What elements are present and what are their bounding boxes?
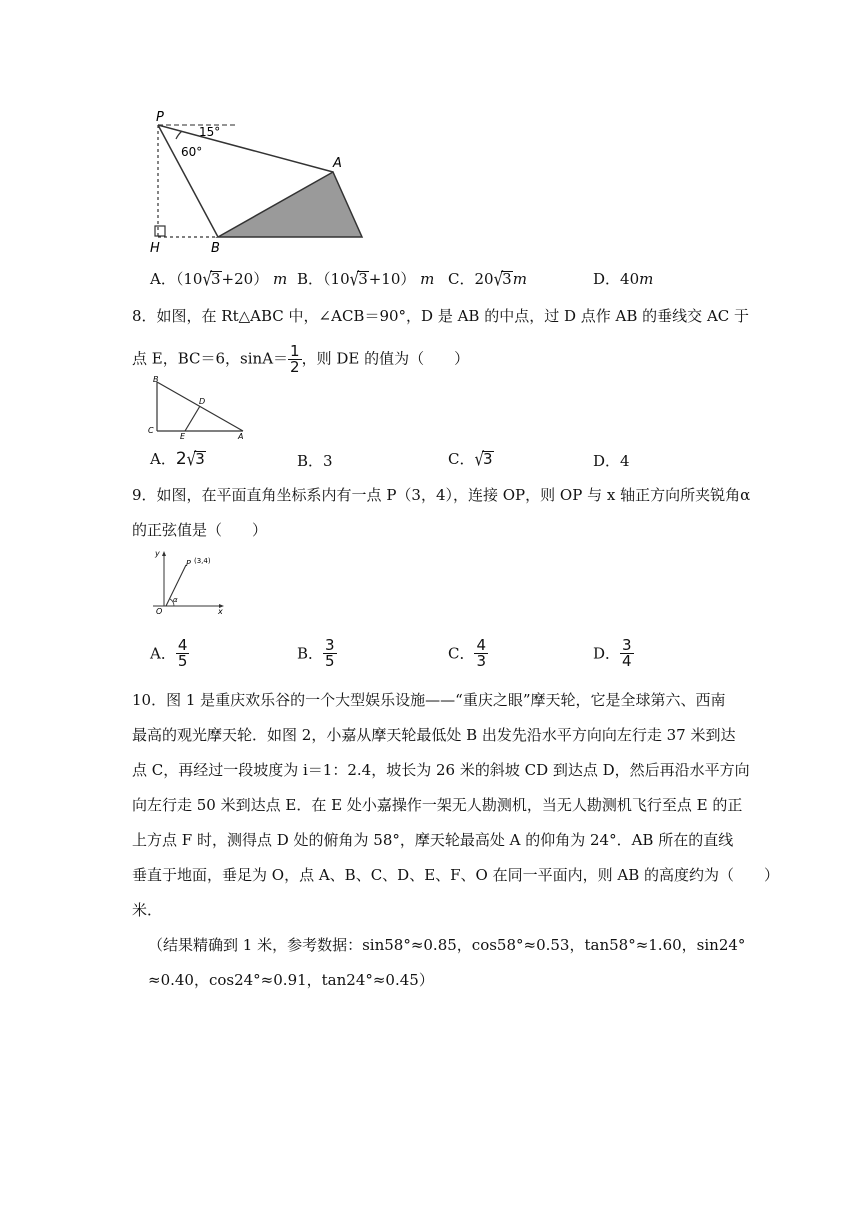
frac-numerator: 3: [622, 636, 632, 654]
label-B: B: [153, 375, 159, 384]
option-letter: B．: [297, 644, 324, 663]
q7-option-a: A．（10√3+20） m: [150, 267, 288, 291]
option-letter: B．: [297, 452, 324, 470]
q8-line2-pre: 点 E，BC＝6，sinA＝: [132, 349, 289, 368]
figure-q7: [140, 105, 380, 255]
q9-text-line1: 9．如图，在平面直角坐标系内有一点 P（3，4），连接 OP，则 OP 与 x 轴正方向所夹锐角α: [132, 486, 751, 504]
q8-option-b: [297, 452, 333, 470]
option-fraction: [620, 638, 634, 669]
label-y: y: [155, 549, 160, 558]
label-x: x: [218, 607, 223, 616]
label-60deg: 60°: [181, 145, 203, 159]
q9-text-line2: 的正弦值是（ ）: [132, 521, 268, 539]
radicand: 3: [483, 450, 493, 468]
q8-option-a: A．2√3: [150, 447, 205, 471]
q7-option-d: [593, 270, 653, 288]
shaded-slope: [218, 172, 362, 237]
angle-arc: [176, 131, 182, 139]
label-O: O: [156, 607, 163, 616]
right-angle-mark: [155, 226, 165, 236]
option-letter: A．: [150, 270, 176, 288]
option-value: +10）: [368, 270, 416, 288]
q10-text-line6: 垂直于地面，垂足为 O，点 A、B、C、D、E、F、O 在同一平面内，则 AB 的高度约为（ ）: [132, 866, 780, 884]
q8-text-line1: 8．如图，在 Rt△ABC 中，∠ACB＝90°，D 是 AB 的中点，过 D 点作 AB 的垂线交 AC 于: [132, 307, 750, 325]
figure-q9: [148, 548, 228, 616]
frac-numerator: 3: [325, 636, 335, 654]
option-value: 2: [175, 449, 187, 469]
option-letter: C．: [448, 270, 475, 288]
frac-denominator: 5: [325, 652, 335, 670]
frac-numerator: 4: [177, 636, 188, 654]
option-unit: m: [420, 270, 435, 288]
q8-text-line2: [132, 344, 469, 375]
label-A: A: [333, 156, 342, 171]
q8-fraction: [288, 344, 302, 375]
label-P: P: [156, 110, 164, 125]
label-C: C: [148, 426, 154, 435]
frac-denominator: 5: [177, 652, 188, 670]
option-value: 4: [620, 452, 630, 470]
q10-text-line4: 向左行走 50 米到达点 E．在 E 处小嘉操作一架无人勘测机，当无人勘测机飞行至点 E 的正: [132, 796, 743, 814]
q10-text-line5: 上方点 F 时，测得点 D 处的俯角为 58°，摩天轮最高处 A 的仰角为 24°．AB 所在的直线: [132, 831, 734, 849]
q10-note-line1: （结果精确到 1 米，参考数据：sin58°≈0.85，cos58°≈0.53，tan58°≈1.60，sin24°: [148, 936, 746, 954]
q10-text-line2: 最高的观光摩天轮．如图 2，小嘉从摩天轮最低处 B 出发先沿水平方向向左行走 37 米到达: [132, 726, 736, 744]
figure-q8: [145, 372, 255, 442]
option-letter: D．: [593, 270, 621, 288]
q9-option-d: [593, 638, 634, 669]
q9-option-c: [448, 638, 488, 669]
label-alpha: α: [173, 596, 178, 604]
option-value: （10: [175, 270, 203, 288]
label-15deg: 15°: [199, 125, 221, 139]
q9-option-b: [297, 638, 337, 669]
q10-note-line2: ≈0.40，cos24°≈0.91，tan24°≈0.45）: [148, 971, 434, 989]
radicand: 3: [358, 270, 368, 288]
label-A: A: [238, 432, 244, 441]
frac-denominator: 2: [290, 358, 300, 376]
label-coord: (3,4): [194, 557, 211, 565]
q8-option-d: [593, 452, 630, 470]
option-letter: D．: [593, 644, 621, 663]
frac-numerator: 4: [476, 636, 487, 654]
option-letter: A．: [150, 450, 176, 468]
line-PB: [158, 125, 221, 237]
q10-text-line3: 点 C，再经过一段坡度为 i＝1：2.4，坡长为 26 米的斜坡 CD 到达点 D，然后再沿水平方向: [132, 761, 750, 779]
label-B: B: [211, 241, 220, 255]
q7-option-c: C．20√3m: [448, 267, 527, 291]
option-letter: D．: [593, 452, 621, 470]
option-fraction: [176, 638, 190, 669]
q8-option-c: C．√3: [448, 447, 493, 471]
option-letter: A．: [150, 644, 176, 663]
option-letter: C．: [448, 450, 475, 468]
frac-denominator: 3: [476, 652, 487, 670]
option-value: 20: [474, 270, 494, 288]
radicand: 3: [195, 450, 205, 468]
option-unit: m: [272, 270, 288, 288]
q9-option-a: [150, 638, 189, 669]
option-value: 3: [323, 452, 333, 470]
option-value: 40: [620, 270, 640, 288]
option-letter: C．: [448, 644, 475, 663]
label-H: H: [150, 241, 160, 255]
label-D: D: [199, 397, 206, 406]
option-value: （10: [323, 270, 350, 288]
y-axis-arrow: [162, 551, 166, 556]
q10-text-line7: 米．: [132, 901, 163, 919]
radicand: 3: [211, 270, 221, 288]
q10-text-line1: 10．图 1 是重庆欢乐谷的一个大型娱乐设施——“重庆之眼”摩天轮，它是全球第六、西南: [132, 691, 726, 709]
radicand: 3: [502, 270, 512, 288]
label-E: E: [180, 432, 186, 441]
q8-line2-post: ，则 DE 的值为（ ）: [301, 349, 470, 368]
option-value: +20）: [221, 270, 269, 288]
q7-option-b: B．（10√3+10） m: [297, 267, 435, 291]
line-DE: [185, 406, 200, 431]
option-fraction: [323, 638, 337, 669]
option-fraction: [474, 638, 488, 669]
option-unit: m: [639, 270, 654, 288]
option-letter: B．: [297, 270, 324, 288]
label-P: P: [186, 559, 191, 568]
frac-numerator: 1: [290, 342, 300, 360]
frac-denominator: 4: [622, 652, 632, 670]
option-unit: m: [512, 270, 527, 288]
